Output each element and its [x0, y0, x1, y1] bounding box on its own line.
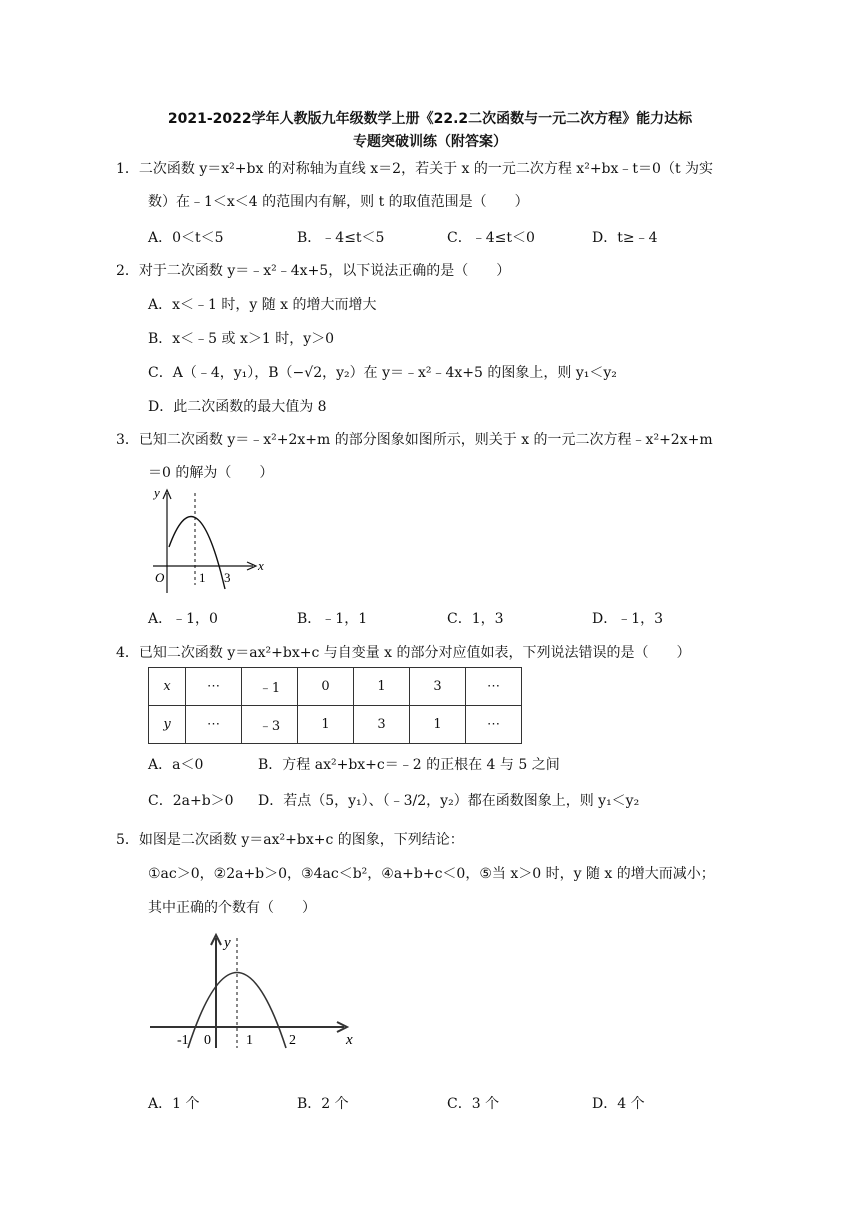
table-cell: 3 — [410, 668, 466, 706]
table-row — [149, 668, 522, 706]
q3-option-c: C．1，3 — [447, 611, 504, 627]
q5-option-d: D．4 个 — [592, 1096, 645, 1112]
q3-tick-3: 3 — [224, 570, 231, 585]
q5-text-line3: 其中正确的个数有（ ） — [148, 900, 316, 916]
table-cell: 1 — [410, 706, 466, 744]
doc-title-line2: 专题突破训练（附答案） — [353, 134, 507, 150]
doc-title-line1: 2021-2022学年人教版九年级数学上册《22.2二次函数与一元二次方程》能力达标 — [167, 111, 693, 127]
table-cell: ⋯ — [186, 668, 242, 706]
table-cell: x — [149, 668, 186, 706]
table-cell: ⋯ — [186, 706, 242, 744]
q4-value-table — [148, 667, 522, 744]
q5-x-label: x — [346, 1032, 353, 1048]
q3-origin-label: O — [155, 570, 165, 585]
q2-option-a: A．x＜﹣1 时，y 随 x 的增大而增大 — [148, 297, 377, 313]
q3-parabola-figure — [148, 485, 273, 600]
table-cell: ⋯ — [466, 668, 522, 706]
q5-option-c: C．3 个 — [447, 1096, 500, 1112]
q3-text-line2: ＝0 的解为（ ） — [148, 465, 274, 481]
table-cell: ﹣1 — [242, 668, 298, 706]
q3-parabola-curve — [169, 517, 225, 589]
q1-text-line2: 数）在﹣1＜x＜4 的范围内有解，则 t 的取值范围是（ ） — [148, 194, 529, 210]
q5-text-line2: ①ac＞0，②2a+b＞0，③4ac＜b²，④a+b+c＜0，⑤当 x＞0 时，y 随 x 的增大而减小； — [148, 866, 715, 882]
q1-option-c: C．﹣4≤t＜0 — [447, 230, 535, 246]
q4-option-a: A．a＜0 — [148, 757, 204, 773]
q3-text-line1: 3．已知二次函数 y＝﹣x²+2x+m 的部分图象如图所示，则关于 x 的一元二次方程﹣x²+2x+m — [116, 432, 713, 448]
q3-option-a: A．﹣1，0 — [148, 611, 218, 627]
q4-text: 4．已知二次函数 y＝ax²+bx+c 与自变量 x 的部分对应值如表，下列说法错误的是（ ） — [116, 645, 691, 661]
table-cell: y — [149, 706, 186, 744]
q1-option-a: A．0＜t＜5 — [148, 230, 224, 246]
q2-option-b: B．x＜﹣5 或 x＞1 时，y＞0 — [148, 331, 335, 347]
q5-parabola-figure — [148, 930, 363, 1055]
q3-option-d: D．﹣1，3 — [592, 611, 664, 627]
q4-option-b: B．方程 ax²+bx+c＝﹣2 的正根在 4 与 5 之间 — [258, 757, 560, 773]
q3-tick-1: 1 — [199, 570, 206, 585]
q1-text-line1: 1．二次函数 y＝x²+bx 的对称轴为直线 x＝2，若关于 x 的一元二次方程 x²+bx﹣t＝0（t 为实 — [116, 161, 714, 177]
q5-option-b: B．2 个 — [297, 1096, 349, 1112]
table-cell: 1 — [298, 706, 354, 744]
q5-tick-0: 0 — [204, 1033, 211, 1048]
q2-option-d: D．此二次函数的最大值为 8 — [148, 399, 327, 415]
q5-tick-neg1: -1 — [177, 1033, 189, 1048]
q3-x-label: x — [258, 558, 264, 573]
table-row — [149, 706, 522, 744]
q5-tick-1: 1 — [246, 1033, 253, 1048]
q3-y-label: y — [154, 485, 160, 500]
q3-option-b: B．﹣1，1 — [297, 611, 368, 627]
q1-option-b: B．﹣4≤t＜5 — [297, 230, 385, 246]
q2-option-c: C．A（﹣4，y₁），B（−√2，y₂）在 y＝﹣x²﹣4x+5 的图象上，则 y₁＜y₂ — [148, 365, 617, 381]
table-cell: 3 — [354, 706, 410, 744]
table-cell: ⋯ — [466, 706, 522, 744]
q2-text: 2．对于二次函数 y＝﹣x²﹣4x+5，以下说法正确的是（ ） — [116, 263, 511, 279]
q5-tick-2: 2 — [289, 1033, 296, 1048]
q1-option-d: D．t≥﹣4 — [592, 230, 658, 246]
table-cell: 0 — [298, 668, 354, 706]
table-cell: 1 — [354, 668, 410, 706]
q4-option-c: C．2a+b＞0 — [148, 793, 234, 809]
q5-text-line1: 5．如图是二次函数 y＝ax²+bx+c 的图象，下列结论： — [116, 832, 464, 848]
q4-option-d: D．若点（5，y₁）、（﹣3/2，y₂）都在函数图象上，则 y₁＜y₂ — [258, 793, 640, 809]
table-cell: ﹣3 — [242, 706, 298, 744]
q5-y-label: y — [224, 935, 231, 951]
q5-option-a: A．1 个 — [148, 1096, 200, 1112]
